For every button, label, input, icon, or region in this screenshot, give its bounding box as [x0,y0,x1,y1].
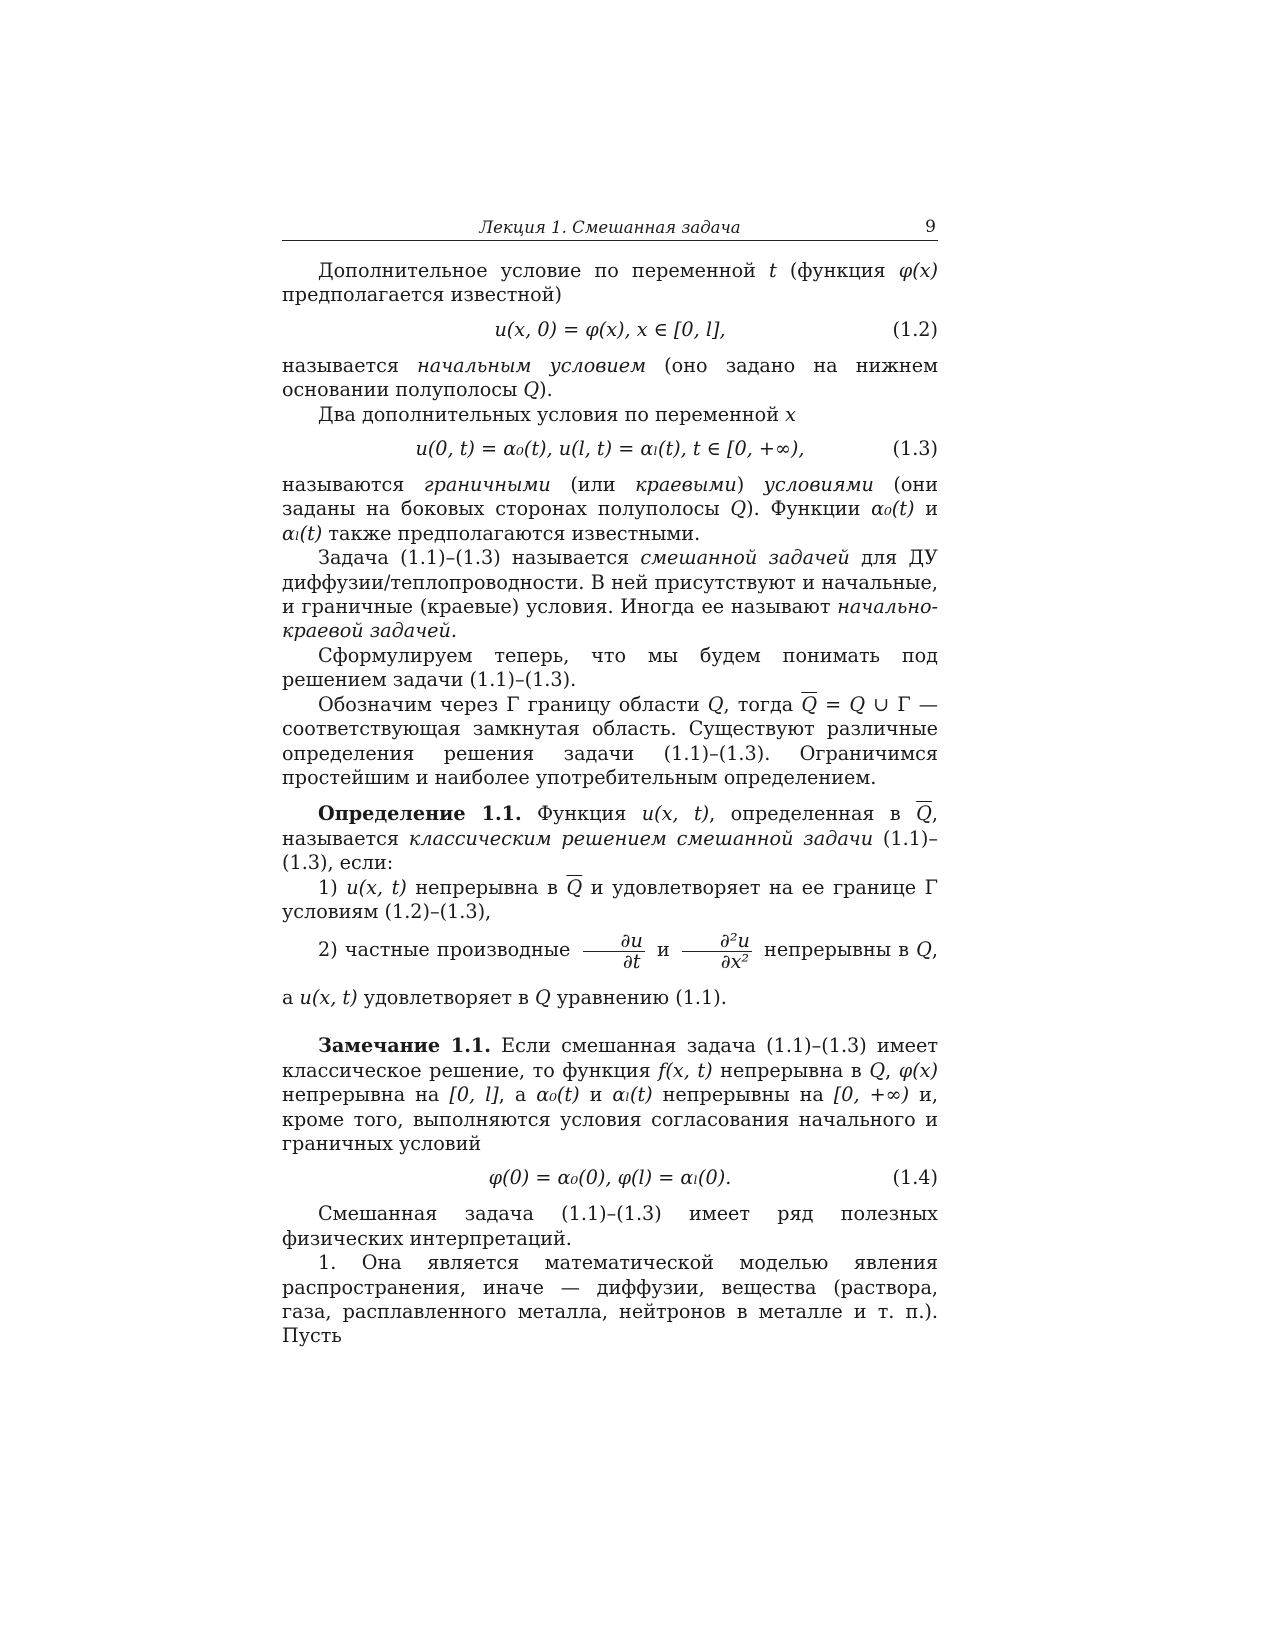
remark-1-1: Замечание 1.1. Если смешанная задача (1.1)–(1.3) имеет классическое решение, то функция f(x, t) непрерывна в Q, φ(x) непрерывна на [0, l], а α₀(t) и αₗ(t) непрерывны на [0, +∞) и, кроме того, выполняются условия согласования начального и граничных условий [282,1034,938,1155]
remark-label: Замечание 1.1. [318,1034,491,1058]
paragraph-mixed-problem: Задача (1.1)–(1.3) называется смешанной задачей для ДУ диффузии/теплопроводности. В ней присутствуют и начальные, и граничные (краевые) условия. Иногда ее называют начально-краевой задачей. [282,546,938,643]
formula: u(0, t) = α₀(t), u(l, t) = αₗ(t), t ∈ [0, +∞), [415,437,805,461]
paragraph-initial-condition: называется начальным условием (оно задано на нижнем основании полуполосы Q). [282,353,938,402]
equation-1-3 [282,437,938,463]
running-title: Лекция 1. Смешанная задача [479,218,741,237]
paragraph-additional-condition: Дополнительное условие по переменной t (функция φ(x) предполагается известной) [282,259,938,307]
definition-1-1: Определение 1.1. Функция u(x, t), определенная в $\overline{Q}$, называется классическим решением смешанной задачи (1.1)–(1.3), если: [282,802,938,875]
paragraph-diffusion-model: 1. Она является математической моделью явления распространения, иначе — диффузии, вещества (раствора, газа, расплавленного металла, нейтронов в металле и т. п.). Пусть [282,1251,938,1348]
paragraph-boundary-conditions: называются граничными (или краевыми) условиями (они заданы на боковых сторонах полуполосы Q). Функции α₀(t) и αₗ(t) также предполагаются известными. [282,473,939,545]
page-number: 9 [925,217,936,237]
equation-number: (1.3) [892,437,938,461]
formula: u(x, 0) = φ(x), x ∈ [0, l], [494,317,726,341]
book-page [282,214,938,1349]
running-header [282,214,938,241]
paragraph-interpretations: Смешанная задача (1.1)–(1.3) имеет ряд полезных физических интерпретаций. [282,1202,938,1250]
fraction-d2u-dx2: $\frac{\text{∂²u}}{\text{∂x²}}$ [682,931,752,972]
equation-1-2 [282,318,938,344]
equation-1-4 [282,1166,938,1192]
paragraph-formulate: Сформулируем теперь, что мы будем понимать под решением задачи (1.1)–(1.3). [282,643,938,692]
fraction-du-dt: $\frac{\partial u}{\partial t}$ [583,931,645,972]
equation-number: (1.2) [892,317,938,341]
definition-condition-1: 1) u(x, t) непрерывна в $\overline{Q}$ и удовлетворяет на ее границе Γ условиям (1.2)–(1.3), [282,875,938,923]
paragraph-closed-region: Обозначим через Γ границу области Q, тогда $\overline{Q} = Q$ ∪ Γ — соответствующая замкнутая область. Существуют различные определения решения задачи (1.1)–(1.3). Ограничимся простейшим и наиболее употребительным определением. [282,692,938,789]
equation-number: (1.4) [892,1166,938,1190]
paragraph-two-conditions: Два дополнительных условия по переменной x [318,402,796,426]
formula: φ(0) = α₀(0), φ(l) = αₗ(0). [488,1166,732,1190]
definition-label: Определение 1.1. [318,802,522,826]
definition-condition-2: 2) частные производные $\frac{\partial u}{\partial t}$ и $\frac{\text{∂²u}}{\text{∂x²}}$ непрерывны в Q, а u(x, t) удовлетворяет в Q уравнению (1.1). [282,928,938,1010]
